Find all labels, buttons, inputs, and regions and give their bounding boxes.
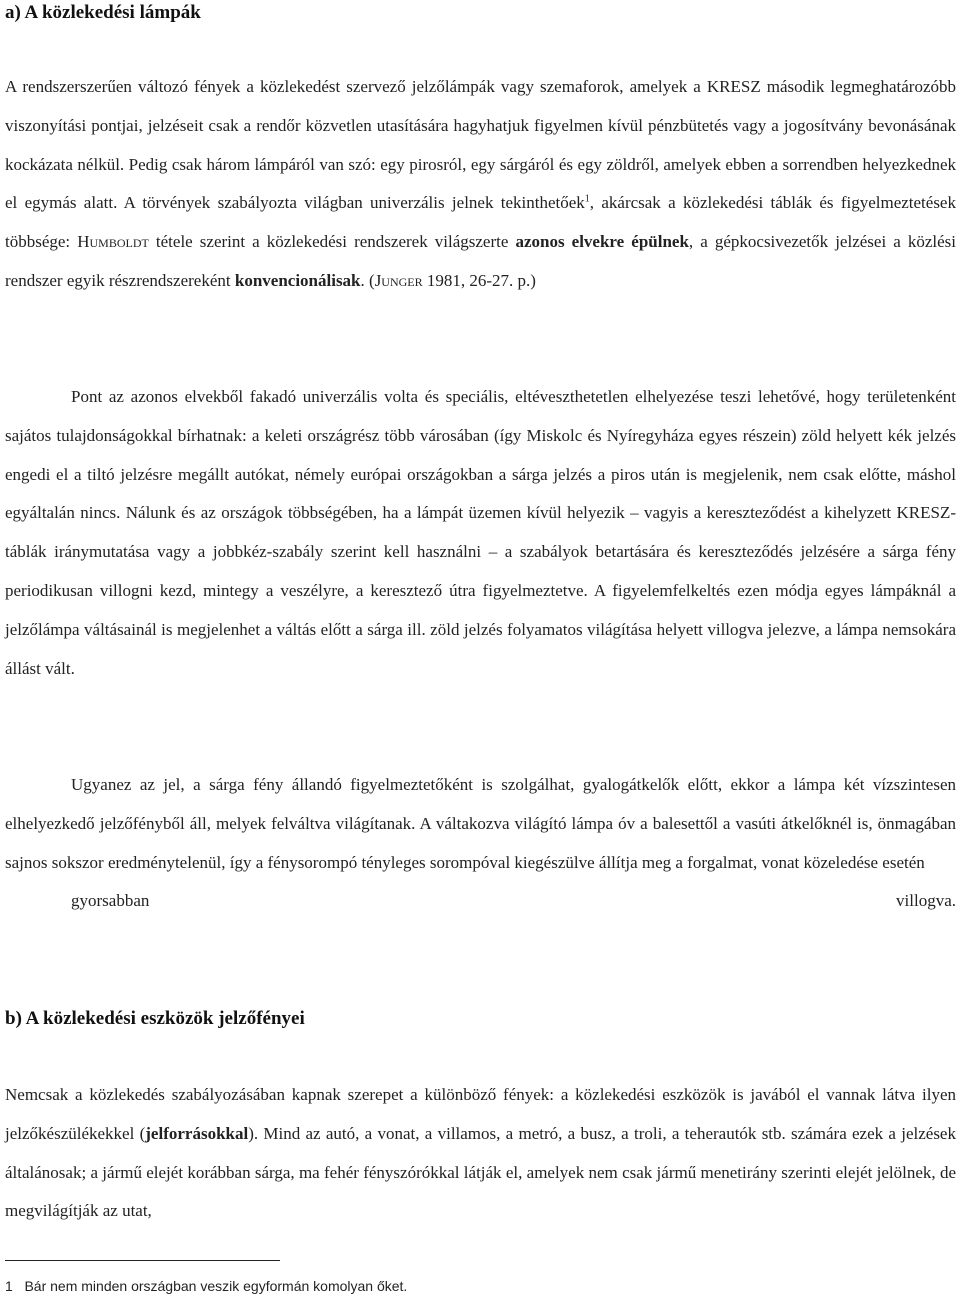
footnote-reference[interactable]: 1 (584, 193, 590, 205)
footnote-number: 1 (5, 1278, 13, 1294)
text-run: ). Mind az autó, a vonat, a villamos, a metró, a busz, a troli, a teherautók stb. számára ezek a jelzések általánosak; a jármű elejét korábban sárga, ma fehér fényszórókkal látják el, amelyek nem csak jármű menetirány szerinti elejét jelölnek, de megvilágítják az utat, (5, 1123, 956, 1221)
bold-term: jelforrásokkal (145, 1123, 249, 1143)
author-name: Humboldt (77, 232, 149, 252)
footnote (5, 1278, 407, 1294)
text-run: 1981, 26-27. p.) (422, 270, 536, 290)
bold-term: konvencionálisak (234, 270, 361, 290)
section-a-paragraph-3 (5, 766, 956, 921)
author-name: Junger (374, 270, 423, 290)
section-b-paragraph-1 (5, 1076, 956, 1231)
text-run: Ugyanez az jel, a sárga fény állandó figyelmeztetőként is szolgálhat, gyalogátkelők előtt, ekkor a lámpa két vízszintesen elhelyezkedő jelzőfényből áll, melyek felváltva világítanak. A váltakozva világító lámpa óv a balesettől a vasúti átkelőknél is, önmagában sajnos sokszor eredménytelenül, így a fénysorompó tényleges sorompóval kiegészülve állítja meg a forgalmat, vonat közeledése esetén (5, 775, 956, 872)
bold-term: azonos elvekre épülnek (515, 232, 689, 252)
text-run: , a gépkocsivezetők jelzései a közlési rendszer egyik részrendszereként (5, 232, 957, 290)
text-run: tétele szerint a közlekedési rendszerek világszerte (148, 232, 516, 252)
text-run: A rendszerszerűen változó fények a közlekedést szervező jelzőlámpák vagy szemaforok, amelyek a KRESZ második legmeghatározóbb viszonyítási pontjai, jelzéseit csak a rendőr közvetlen utasítására hagyhatjuk figyelmen kívül pénzbütetés vagy a jogosítvány bevonásának kockázata nélkül. Pedig csak három lámpáról van szó: egy pirosról, egy sárgáról és egy zöldről, amelyek ebben a sorrendben helyezkednek el egymás alatt. A törvények szabályozta világban univerzális jelnek tekinthetőek (5, 77, 956, 213)
section-b-heading: b) A közlekedési eszközök jelzőfényei (5, 1008, 305, 1029)
section-a-paragraph-1 (5, 68, 956, 301)
section-a-paragraph-2: Pont az azonos elvekből fakadó univerzális volta és speciális, eltéveszthetetlen elhelyezése teszi lehetővé, hogy területenként sajátos tulajdonságokkal bírhatnak: a keleti országrész több városában (így Miskolc és Nyíregyháza egyes részein) zöld helyett kék jelzés engedi el a tiltó jelzésre megállt autókat, némely európai országokban a sárga jelzés a piros után is megjelenik, nem csak előtte, máshol egyáltalán nincs. Nálunk és az országok többségében, ha a lámpát üzemen kívül helyezik – vagyis a kereszteződést a kihelyzett KRESZ-táblák iránymutatása vagy a jobbkéz-szabály szerint kell használni – a szabályok betartására és kereszteződés jelzésére a sárga fény periodikusan villogni kezd, mintegy a veszélyre, a keresztező útra figyelmeztetve. A figyelemfelkeltés ezen módja egyes lámpáknál a jelzőlámpa váltásainál is megjelenhet a váltás előtt a sárga ill. zöld jelzés folyamatos világítása helyett villogva jelezve, a lámpa nemsokára állást vált. (5, 387, 956, 678)
footnote-separator (5, 1260, 280, 1261)
last-line: gyorsabban villogva. (71, 891, 956, 911)
footnote-text: Bár nem minden országban veszik egyformán komolyan őket. (24, 1278, 408, 1294)
section-a-heading: a) A közlekedési lámpák (5, 2, 201, 23)
text-run: , akárcsak a közlekedési táblák és figyelmeztetések többsége: (5, 193, 956, 252)
text-run: Nemcsak a közlekedés szabályozásában kapnak szerepet a különböző fények: a közlekedési eszközök is javából el vannak látva ilyen jelzőkészülékekkel ( (5, 1085, 956, 1143)
text-run: . ( (360, 270, 375, 290)
